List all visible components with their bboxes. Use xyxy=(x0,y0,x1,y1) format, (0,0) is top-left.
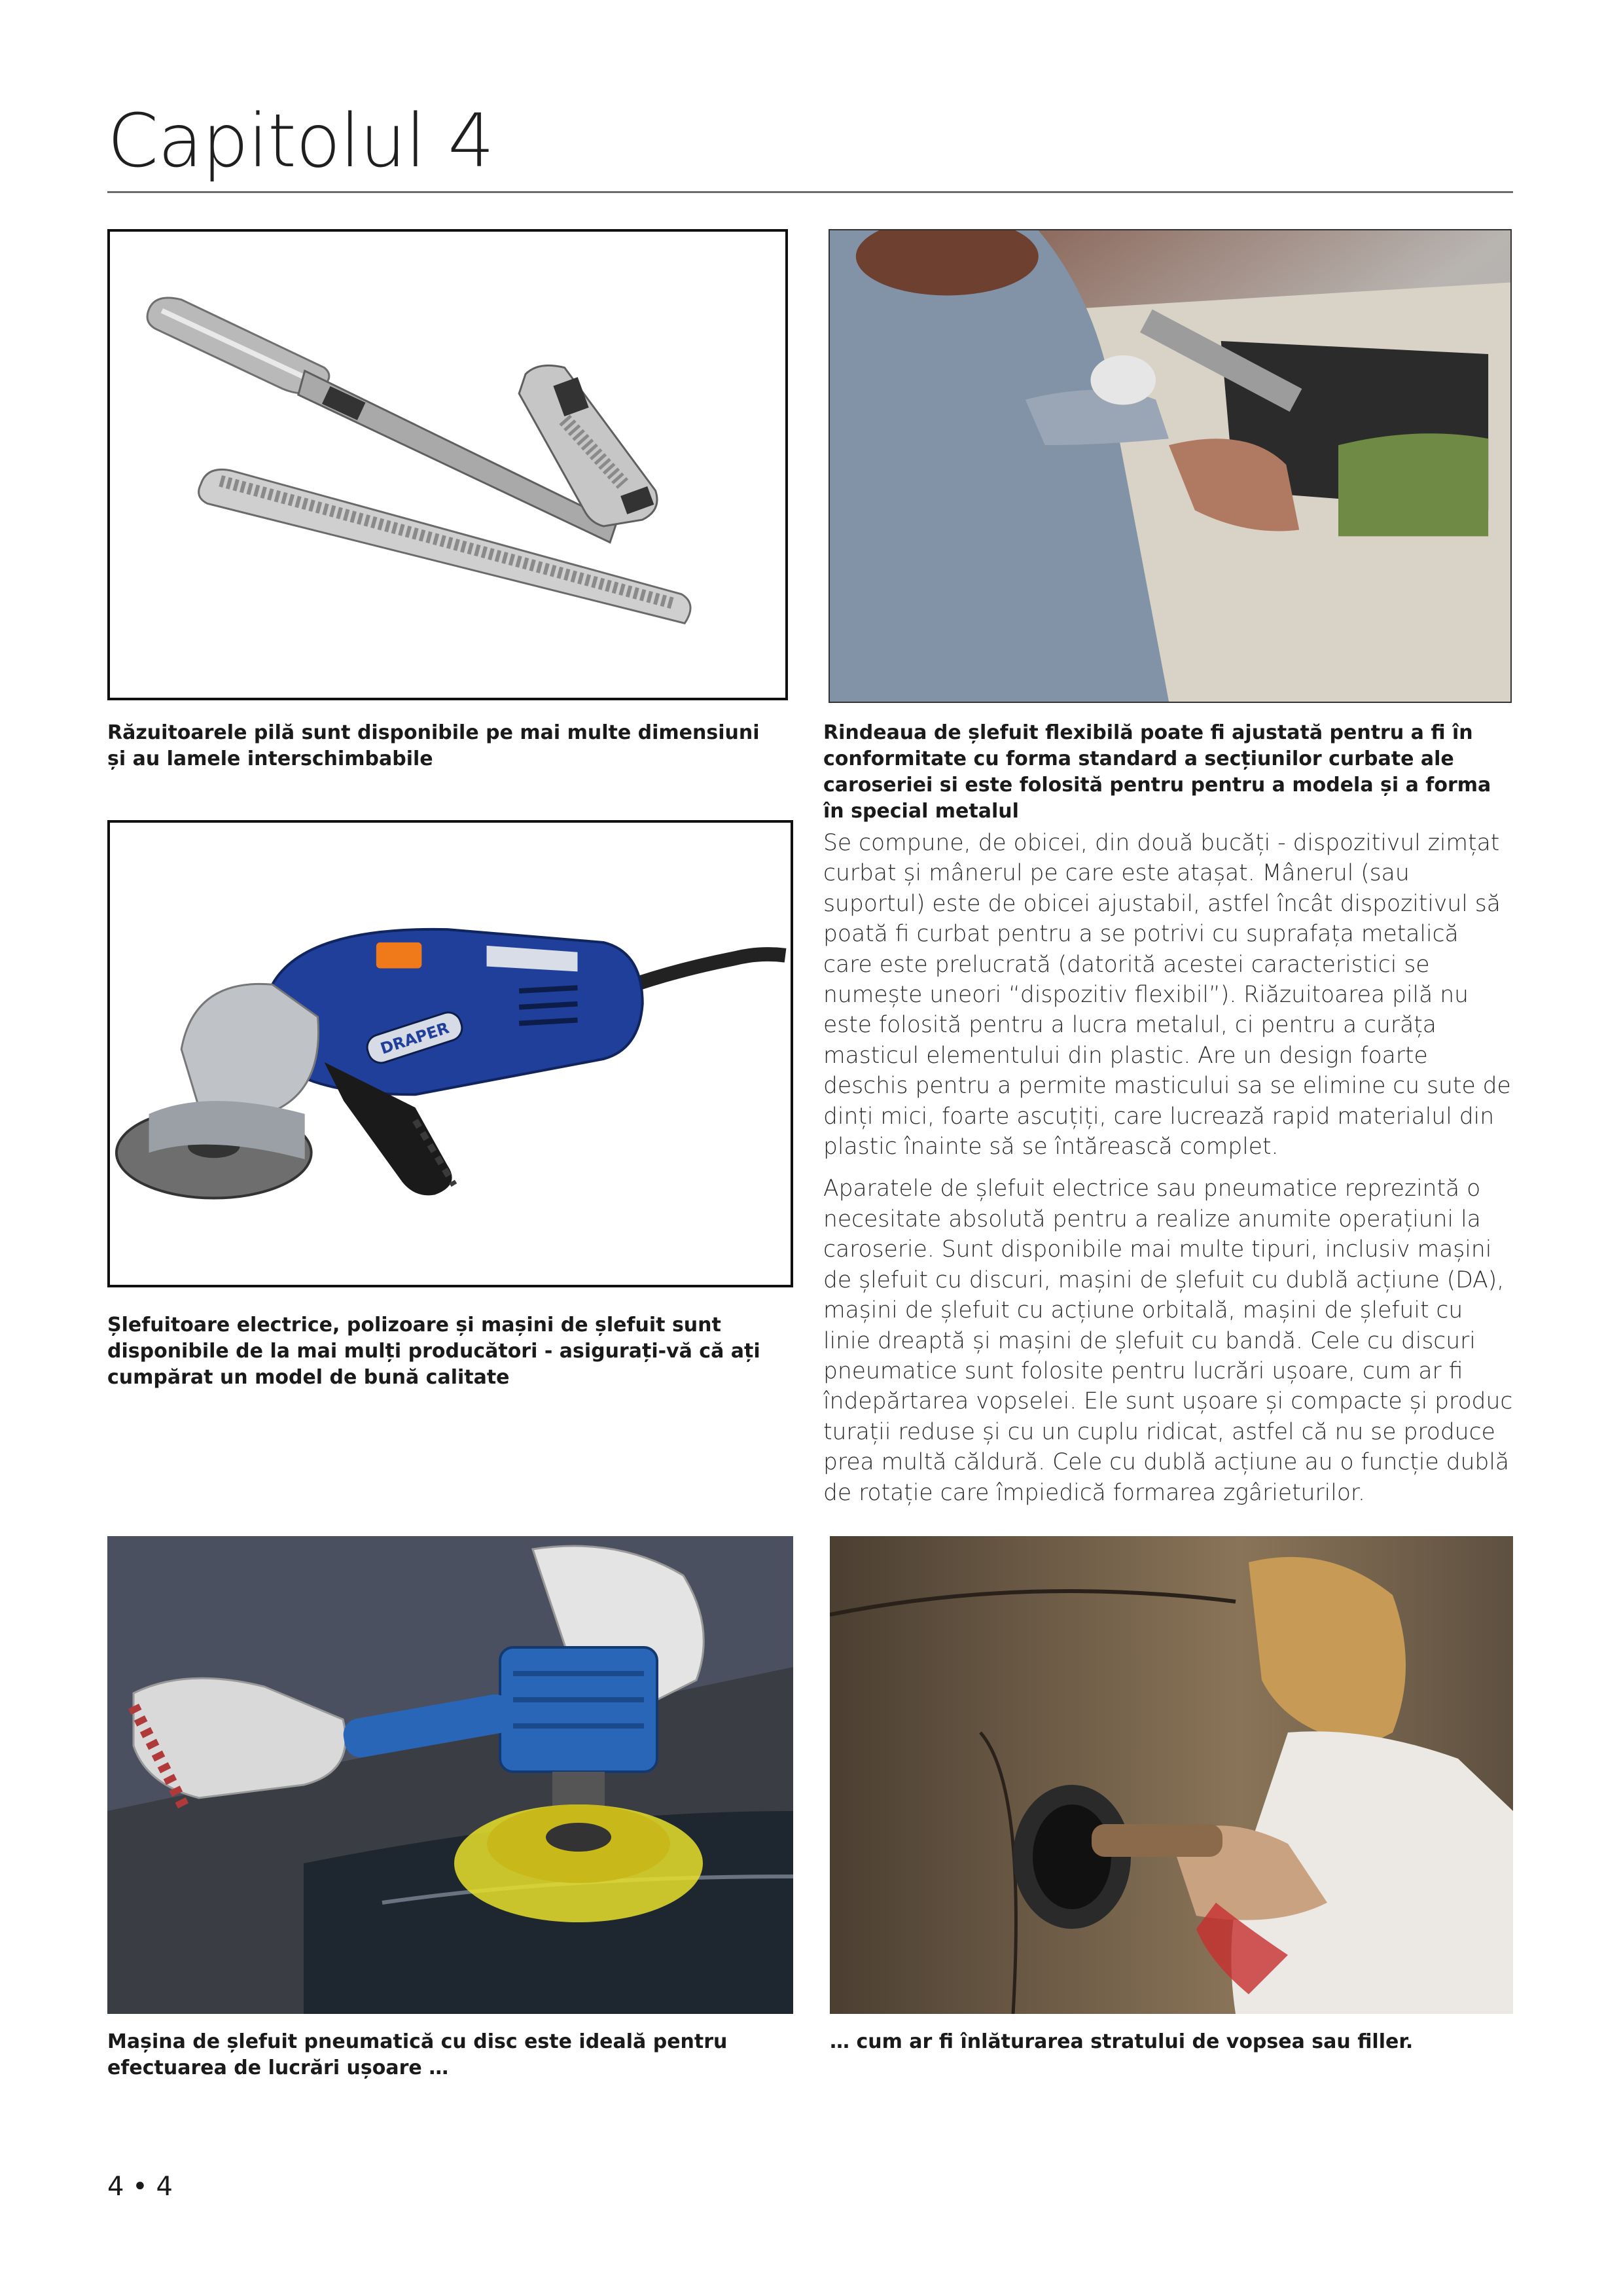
figure-caption-2: Rindeaua de șlefuit flexibilă poate fi ajustată pentru a fi în conformitate cu forma standard a secțiunilor curbate ale caroseriei si este folosită pentru pentru a modela și a forma în special metalul xyxy=(823,721,1491,823)
chapter-title: Capitolul 4 xyxy=(107,99,494,184)
figure-pneumatic-disc-sander xyxy=(107,1536,793,2014)
figure-caption-5: … cum ar fi înlăturarea stratului de vopsea sau filler. xyxy=(830,2030,1414,2053)
page-number: 4 • 4 xyxy=(107,2172,173,2202)
body-paragraph-2: Aparatele de șlefuit electrice sau pneumatice reprezintă o necesitate absolută pentru a realize anumite operațiuni la caroserie. Sunt disponibile mai multe tipuri, inclusiv mașini de șlefuit cu discuri, mașini de șlefuit cu dublă acțiune (DA), mașini de șlefuit cu acțiune orbitală, mașini de șlefuit cu linie dreaptă și mașini de șlefuit cu bandă. Cele cu discuri pneumatice sunt folosite pentru lucrări ușoare, cum ar fi îndepărtarea vopselei. Ele sunt ușoare și compacte și produc turații reduse și cu un cuplu ridicat, astfel că nu se produce prea multă căldură. Cele cu dublă acțiune au o funcție dublă de rotație care împiedică formarea zgârieturilor. xyxy=(823,1175,1513,1506)
figure-caption-4: Mașina de șlefuit pneumatică cu disc este ideală pentru efectuarea de lucrări ușoare … xyxy=(107,2030,728,2079)
figure-surform-files xyxy=(107,229,788,700)
figure-caption-1: Răzuitoarele pilă sunt disponibile pe mai multe dimensiuni și au lamele interschimbabile xyxy=(107,721,760,770)
figure-caption-3: Șlefuitoare electrice, polizoare și mașini de șlefuit sunt disponibile de la mai mulți producători - asigurați-vă că ați cumpărat un model de bună calitate xyxy=(107,1314,760,1389)
figure-flexible-plane-in-use xyxy=(829,229,1512,703)
figure-removing-paint-or-filler xyxy=(830,1536,1513,2014)
draper-brand-label: DRAPER xyxy=(378,1018,452,1058)
figure-angle-grinder xyxy=(107,820,793,1287)
body-paragraph-1: Se compune, de obicei, din două bucăți - dispozitivul zimțat curbat și mânerul pe care este atașat. Mânerul (sau suportul) este de obicei ajustabil, astfel încât dispozitivul să poată fi curbat pentru a se potrivi cu suprafața metalică care este prelucrată (datorită acestei caracteristici se numește uneori “dispozitiv flexibil”). Riăzuitoarea pilă nu este folosită pentru a lucra metalul, ci pentru a curăța masticul elementului din plastic. Are un design foarte deschis pentru a permite masticului sa se elimine cu sute de dinți mici, foarte ascuțiți, care lucrează rapid materialul din plastic înainte să se întărească complet. xyxy=(823,830,1511,1160)
title-rule xyxy=(107,191,1513,193)
body-text xyxy=(823,828,1514,1520)
